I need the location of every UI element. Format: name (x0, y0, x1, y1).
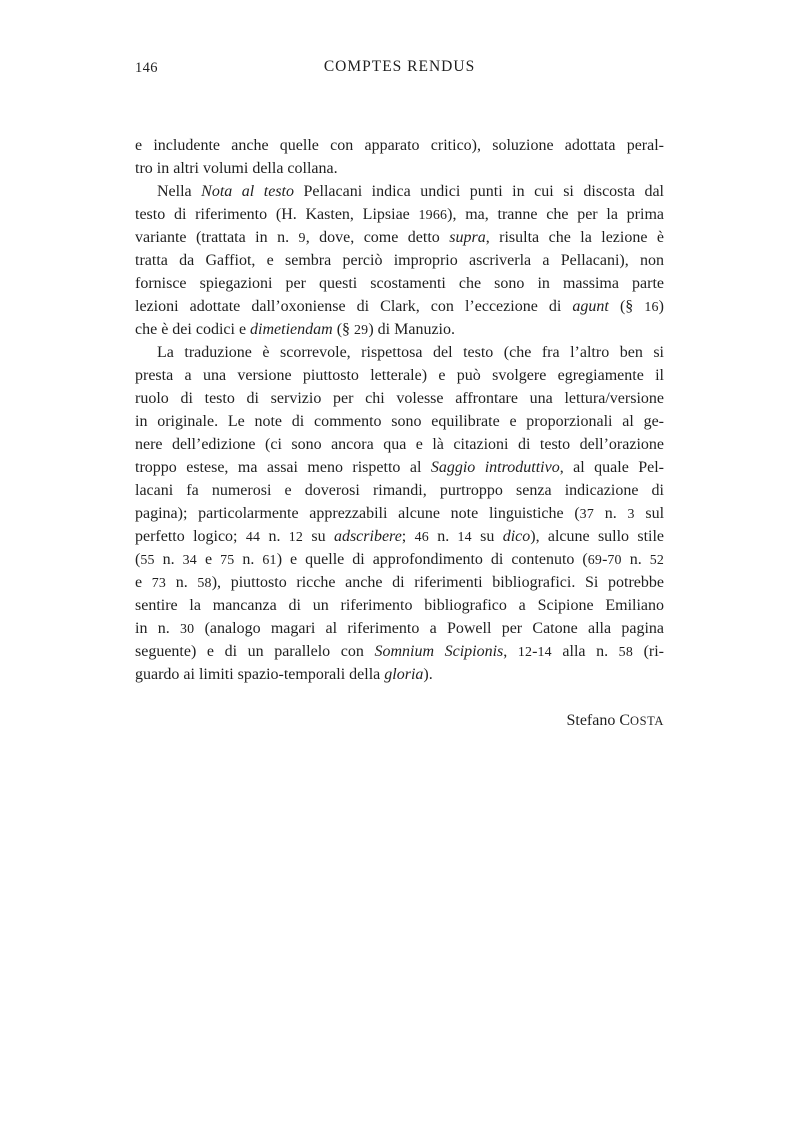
text-segment: Nella (157, 183, 202, 200)
figure-number: 58 (618, 645, 633, 660)
text-line (135, 433, 664, 456)
figure-number: 14 (537, 645, 552, 660)
text-line (135, 203, 664, 226)
text-segment: perfetto logico; 44 n. 12 su (135, 528, 334, 545)
author-given-name: Stefano (566, 712, 616, 729)
text-segment: fornisce spiegazioni per questi scostamenti che sono in massima parte (135, 275, 664, 292)
text-segment: (55 n. 34 e 75 n. 61) e quelle di approfondimento di contenuto (69-70 n. 52 (135, 551, 664, 568)
text-line (135, 318, 664, 341)
italic-text: agunt (572, 298, 609, 315)
text-line (135, 571, 664, 594)
figure-number: 69 (587, 553, 603, 568)
text-segment: tratta da Gaffiot, e sembra perciò improprio ascriverla a Pellacani), non (135, 252, 664, 269)
text-line (135, 594, 664, 617)
author-surname-smallcaps: OSTA (630, 714, 664, 728)
figure-number: 70 (607, 553, 622, 568)
figure-number: 9 (298, 231, 306, 246)
paragraph (135, 134, 664, 180)
italic-text: dimetiendam (250, 321, 333, 338)
figure-number: 16 (644, 300, 659, 315)
text-segment: troppo estese, ma assai meno rispetto al (135, 459, 431, 476)
figure-number: 55 (140, 553, 155, 568)
italic-text: adscribere (333, 528, 402, 545)
text-segment: (§ 29) di Manuzio. (332, 321, 455, 338)
text-line (135, 295, 664, 318)
text-segment: tro in altri volumi della collana. (135, 160, 338, 177)
text-segment: La traduzione è scorrevole, rispettosa del testo (che fra l’altro ben si (157, 344, 664, 361)
text-segment: nere dell’edizione (ci sono ancora qua e là citazioni di testo dell’orazione (135, 436, 664, 453)
text-line (135, 479, 664, 502)
text-segment: seguente) e di un parallelo con (135, 643, 375, 660)
figure-number: 44 (245, 530, 261, 545)
italic-text: supra (449, 229, 486, 246)
figure-number: 12 (288, 530, 304, 545)
text-segment: variante (trattata in n. 9, dove, come detto (135, 229, 450, 246)
text-segment: in n. 30 (analogo magari al riferimento a Powell per Catone alla pagina (135, 620, 664, 637)
text-segment: che è dei codici e (135, 321, 251, 338)
italic-text: Saggio introduttivo (430, 459, 560, 476)
text-line (135, 525, 664, 548)
figure-number: 29 (354, 323, 369, 338)
text-line (135, 226, 664, 249)
review-body (135, 134, 664, 732)
text-line (135, 456, 664, 479)
figure-number: 12 (517, 645, 533, 660)
text-line (135, 640, 664, 663)
figure-number: 61 (262, 553, 277, 568)
page-header (135, 57, 664, 79)
text-segment: lacani fa numerosi e doverosi rimandi, purtroppo senza indicazione di (135, 482, 664, 499)
text-segment: pagina); particolarmente apprezzabili alcune note linguistiche (37 n. 3 sul (135, 505, 664, 522)
text-line (135, 341, 664, 364)
text-line (135, 157, 664, 180)
text-line (135, 617, 664, 640)
figure-number: 14 (457, 530, 472, 545)
figure-number: 34 (182, 553, 197, 568)
text-segment: ruolo di testo di servizio per chi volesse affrontare una lettura/versione (135, 390, 664, 407)
text-segment: presta a una versione piuttosto letterale) e può svolgere egregiamente il (135, 367, 664, 384)
text-segment: ; 46 n. 14 su (401, 528, 503, 545)
text-segment: ), alcune sullo stile (530, 528, 664, 545)
text-segment: , 12-14 alla n. 58 (ri- (503, 643, 664, 660)
text-segment: (§ 16) (608, 298, 664, 315)
text-line (135, 134, 664, 157)
text-line (135, 663, 664, 686)
figure-number: 37 (579, 507, 594, 522)
text-segment: , risulta che la lezione è (485, 229, 664, 246)
text-line (135, 387, 664, 410)
text-segment: lezioni adottate dall’oxoniense di Clark, con l’eccezione di (135, 298, 573, 315)
page-number: 146 (135, 60, 158, 76)
author-surname-initial: C (619, 712, 631, 729)
author-signature (135, 709, 664, 732)
text-line (135, 364, 664, 387)
text-segment: ). (423, 666, 433, 683)
text-line (135, 249, 664, 272)
text-segment: testo di riferimento (H. Kasten, Lipsiae 1966), ma, tranne che per la prima (135, 206, 664, 223)
figure-number: 46 (414, 530, 429, 545)
figure-number: 1966 (418, 208, 448, 223)
figure-number: 73 (151, 576, 167, 591)
italic-text: dico (502, 528, 531, 545)
text-line (135, 272, 664, 295)
text-line (135, 548, 664, 571)
paragraph (135, 180, 664, 341)
text-line (135, 502, 664, 525)
text-segment: in originale. Le note di commento sono equilibrate e proporzionali al ge- (135, 413, 664, 430)
figure-number: 75 (220, 553, 235, 568)
text-segment: e includente anche quelle con apparato critico), soluzione adottata peral- (135, 137, 664, 154)
text-segment: , al quale Pel- (559, 459, 664, 476)
text-line (135, 410, 664, 433)
text-segment: Pellacani indica undici punti in cui si discosta dal (293, 183, 664, 200)
figure-number: 30 (180, 622, 195, 637)
running-head: COMPTES RENDUS (323, 58, 476, 75)
figure-number: 58 (197, 576, 212, 591)
italic-text: Somnium Scipionis (374, 643, 504, 660)
text-segment: e 73 n. 58), piuttosto ricche anche di riferimenti bibliografici. Si potrebbe (135, 574, 664, 591)
italic-text: gloria (384, 666, 424, 683)
text-segment: guardo ai limiti spazio-temporali della (135, 666, 385, 683)
text-segment: sentire la mancanza di un riferimento bibliografico a Scipione Emiliano (135, 597, 664, 614)
text-line (135, 180, 664, 203)
paragraph (135, 341, 664, 686)
figure-number: 52 (649, 553, 664, 568)
figure-number: 3 (627, 507, 635, 522)
italic-text: Nota al testo (201, 183, 294, 200)
